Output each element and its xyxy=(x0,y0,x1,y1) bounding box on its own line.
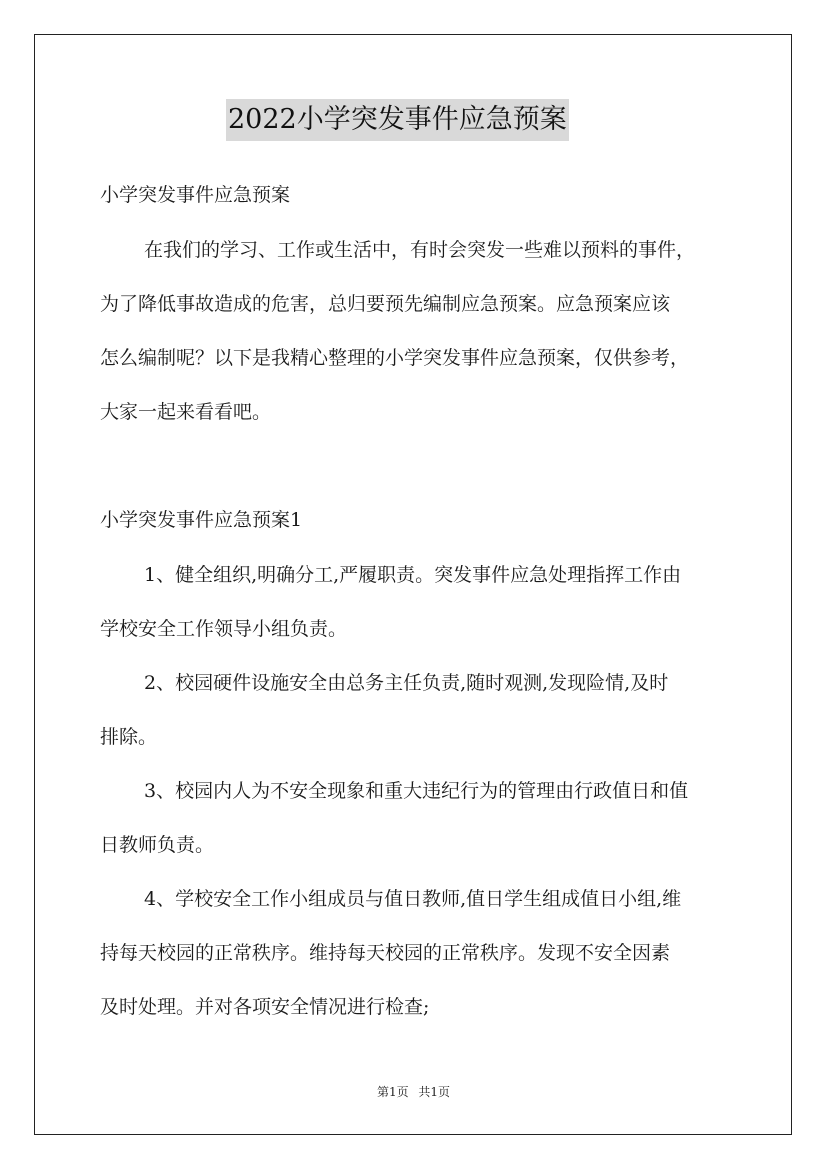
intro-line: 为了降低事故造成的危害，总归要预先编制应急预案。应急预案应该 xyxy=(100,293,671,315)
item-line: 3、校园内人为不安全现象和重大违纪行为的管理由行政值日和值 xyxy=(144,780,689,802)
intro-line: 在我们的学习、工作或生活中，有时会突发一些难以预料的事件， xyxy=(144,239,696,261)
item-line: 及时处理。并对各项安全情况进行检查; xyxy=(100,996,430,1018)
document-title: 2022小学突发事件应急预案 xyxy=(226,99,569,141)
page-total: 共1页 xyxy=(418,1085,451,1099)
item-line: 4、学校安全工作小组成员与值日教师,值日学生组成值日小组,维 xyxy=(144,888,682,910)
item-line: 日教师负责。 xyxy=(100,834,215,856)
item-line: 持每天校园的正常秩序。维持每天校园的正常秩序。发现不安全因素 xyxy=(100,942,671,964)
page-footer xyxy=(0,1084,827,1100)
intro-line: 大家一起来看看吧。 xyxy=(100,401,272,423)
page-number: 第1页 xyxy=(376,1085,409,1099)
section-heading: 小学突发事件应急预案1 xyxy=(100,509,303,531)
item-line: 1、健全组织,明确分工,严履职责。突发事件应急处理指挥工作由 xyxy=(144,564,682,586)
item-line: 2、校园硬件设施安全由总务主任负责,随时观测,发现险情,及时 xyxy=(144,672,669,694)
item-line: 排除。 xyxy=(100,726,158,748)
subtitle: 小学突发事件应急预案 xyxy=(100,184,291,206)
intro-line: 怎么编制呢？以下是我精心整理的小学突发事件应急预案，仅供参考， xyxy=(100,347,690,369)
item-line: 学校安全工作领导小组负责。 xyxy=(100,618,348,640)
